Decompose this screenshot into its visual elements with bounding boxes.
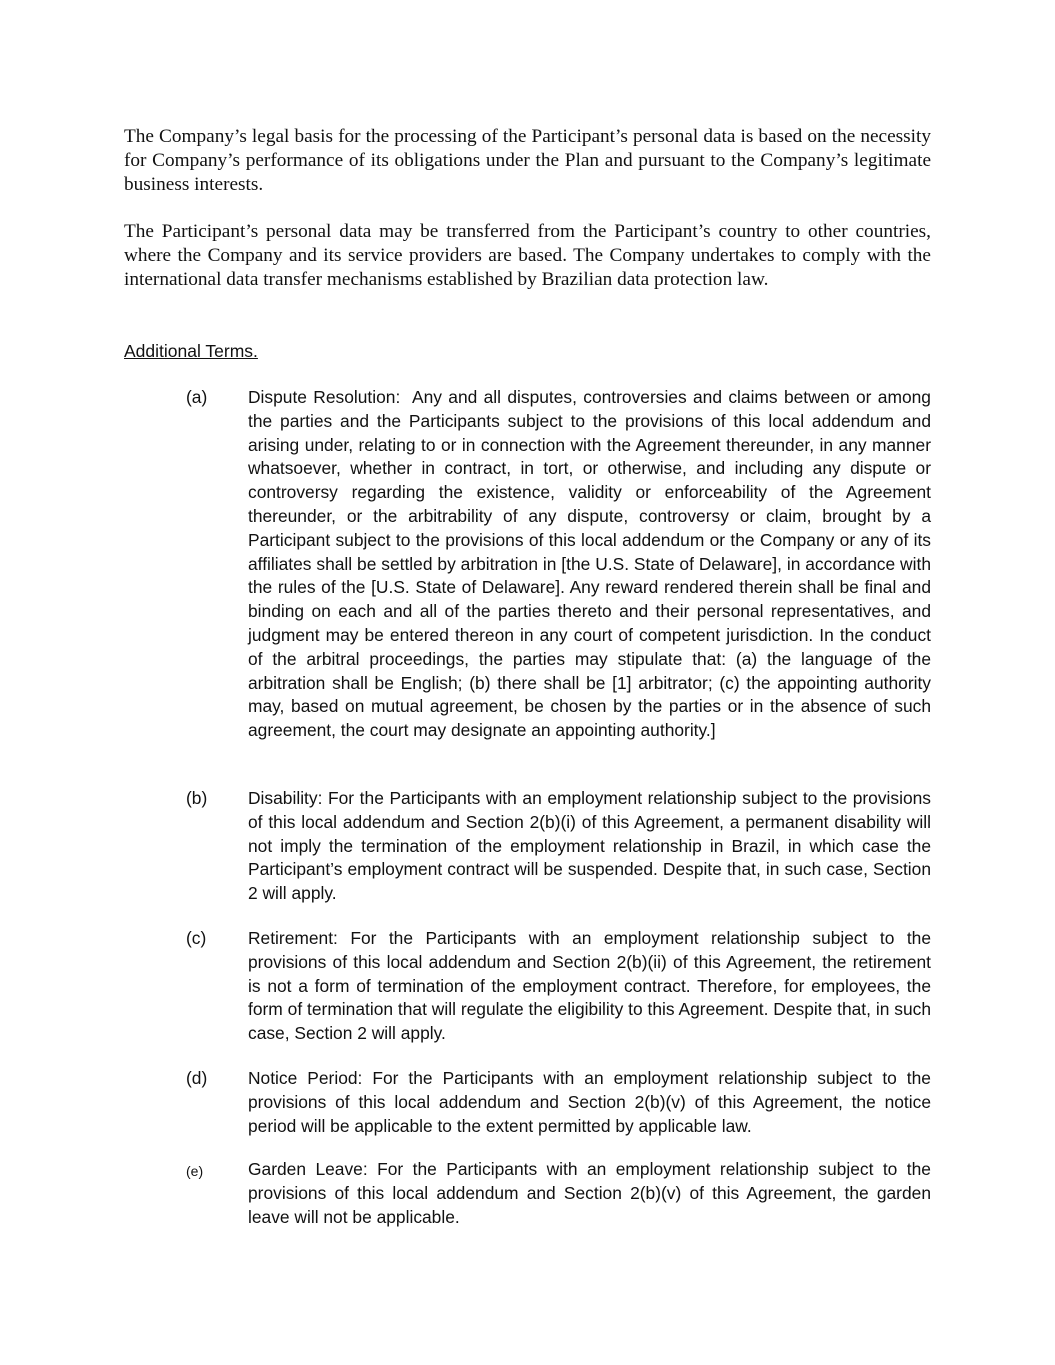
term-title: Notice Period:	[248, 1068, 363, 1088]
term-marker: (e)	[186, 1163, 204, 1179]
term-text: For the Participants with an employment relationship subject to the provisions of this local addendum and Section 2(b)(v) of this Agreement, the notice period will be applicable to the extent permitted by applicable law.	[248, 1068, 931, 1136]
term-body	[248, 787, 931, 906]
additional-terms-heading: Additional Terms.	[124, 341, 258, 361]
term-body	[248, 1158, 931, 1229]
term-marker: (d)	[186, 1068, 208, 1088]
term-title: Garden Leave:	[248, 1159, 368, 1179]
term-body	[248, 386, 931, 743]
paragraph-legal-basis: The Company’s legal basis for the processing of the Participant’s personal data is based on the necessity for Company’s performance of its obligations under the Plan and pursuant to the Company’s legitimate business interests.	[124, 126, 931, 195]
term-text: For the Participants with an employment relationship subject to the provisions of this local addendum and Section 2(b)(v) of this Agreement, the garden leave will not be applicable.	[248, 1159, 931, 1227]
term-marker: (a)	[186, 387, 208, 407]
term-title: Disability:	[248, 788, 323, 808]
term-title: Retirement:	[248, 928, 338, 948]
term-text: Any and all disputes, controversies and claims between or among the parties and the Participants subject to the provisions of this local addendum and arising under, relating to or in connection with the Agreement thereunder, in any manner whatsoever, whether in contract, in tort, or otherwise, and including any dispute or controversy regarding the existence, validity or enforceability of the Agreement thereunder, or the arbitrability of any dispute, controversy or claim, brought by a Participant subject to the provisions of this local addendum or the Company or any of its affiliates shall be settled by arbitration in [the U.S. State of Delaware], in accordance with the rules of the [U.S. State of Delaware]. Any reward rendered therein shall be final and binding on each and all of the parties thereto and their personal representatives, and judgment may be entered thereon in any court of competent jurisdiction. In the conduct of the arbitral proceedings, the parties may stipulate that: (a) the language of the arbitration shall be English; (b) there shall be [1] arbitrator; (c) the appointing authority may, based on mutual agreement, be chosen by the parties or in the absence of such agreement, the court may designate an appointing authority.]	[248, 387, 931, 741]
term-body	[248, 1067, 931, 1138]
term-body	[248, 927, 931, 1046]
paragraph-data-transfer: The Participant’s personal data may be transferred from the Participant’s country to other countries, where the Company and its service providers are based. The Company undertakes to comply with the international data transfer mechanisms established by Brazilian data protection law.	[124, 221, 931, 290]
term-text: For the Participants with an employment relationship subject to the provisions of this local addendum and Section 2(b)(i) of this Agreement, a permanent disability will not imply the termination of the employment relationship in Brazil, in which case the Participant’s employment contract will be suspended. Despite that, in such case, Section 2 will apply.	[248, 788, 931, 904]
term-text: For the Participants with an employment relationship subject to the provisions of this local addendum and Section 2(b)(ii) of this Agreement, the retirement is not a form of termination of the employment contract. Therefore, for employees, the form of termination that will regulate the eligibility to this Agreement. Despite that, in such case, Section 2 will apply.	[248, 928, 931, 1044]
term-marker: (b)	[186, 788, 208, 808]
term-title: Dispute Resolution:	[248, 387, 401, 407]
term-marker: (c)	[186, 928, 207, 948]
